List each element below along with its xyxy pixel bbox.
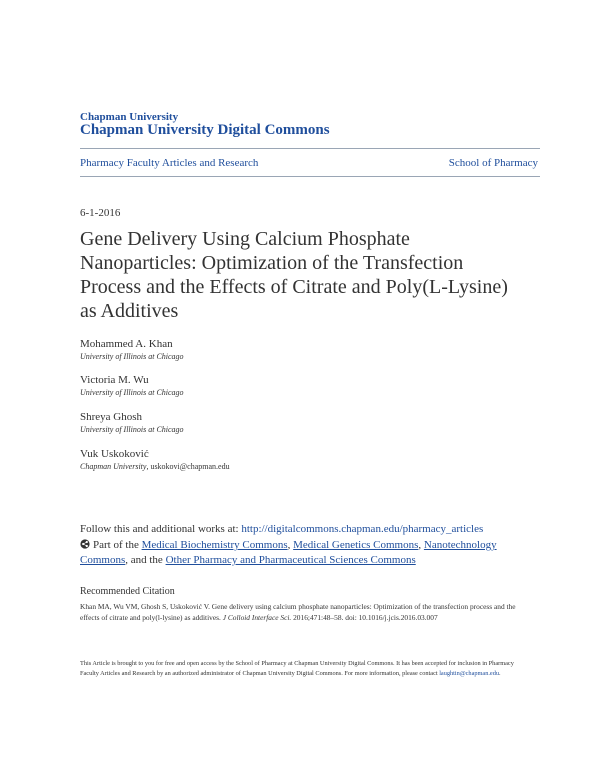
author-affiliation: University of Illinois at Chicago	[80, 425, 184, 434]
citation-body: Khan MA, Wu VM, Ghosh S, Uskoković V. Gene delivery using calcium phosphate nanoparticles: Optimization of the transfection process and the effects of citrate and poly(l-lysine) as additives.	[80, 602, 516, 622]
follow-line	[80, 523, 483, 535]
recommended-citation-heading: Recommended Citation	[80, 586, 175, 597]
commons-link-medical-biochemistry[interactable]: Medical Biochemistry Commons	[141, 539, 288, 551]
author-affiliation: University of Illinois at Chicago	[80, 352, 184, 361]
part-of-line	[80, 538, 520, 568]
separator: ,	[418, 539, 424, 551]
separator-and: , and the	[125, 554, 166, 566]
header-divider	[80, 148, 540, 149]
email-separator: ,	[146, 462, 151, 471]
commons-link-other-pharmacy[interactable]: Other Pharmacy and Pharmaceutical Sciences Commons	[165, 554, 416, 566]
footer-text: This Article is brought to you for free and open access by the School of Pharmacy at Chapman University Digital Commons. It has been accepted for inclusion in Pharmacy Faculty Articles and Research by an authorized administrator of Chapman University Digital Commons. For more information, please contact	[80, 660, 514, 677]
repository-title[interactable]: Chapman University Digital Commons	[80, 122, 330, 138]
author-block	[80, 338, 480, 362]
follow-label: Follow this and additional works at:	[80, 523, 242, 535]
article-title: Gene Delivery Using Calcium Phosphate Nanoparticles: Optimization of the Transfection Process and the Effects of Citrate and Poly(L-Lysine) as Additives	[80, 228, 508, 322]
author-affiliation: Chapman University	[80, 462, 147, 471]
separator: ,	[287, 539, 294, 551]
author-block	[80, 411, 480, 435]
author-block	[80, 448, 480, 472]
citation-tail: 2016;471:48–58. doi: 10.1016/j.jcis.2016.03.007	[291, 613, 438, 622]
publication-date: 6-1-2016	[80, 207, 121, 219]
share-icon	[80, 539, 90, 549]
author-name: Victoria M. Wu	[80, 374, 149, 386]
author-name: Shreya Ghosh	[80, 411, 143, 423]
citation-journal: J Colloid Interface Sci.	[222, 613, 292, 622]
author-affiliation-email	[80, 461, 480, 472]
author-block	[80, 374, 480, 398]
collection-link[interactable]: Pharmacy Faculty Articles and Research	[80, 157, 259, 169]
commons-link-nanotechnology[interactable]: Nanotechnology Commons	[80, 539, 497, 566]
footer-notice	[80, 659, 525, 679]
author-email[interactable]: uskokovi@chapman.edu	[150, 462, 230, 471]
author-name: Vuk Uskoković	[80, 448, 149, 460]
nav-divider	[80, 176, 540, 177]
school-link[interactable]: School of Pharmacy	[448, 157, 538, 169]
institution-name[interactable]: Chapman University	[80, 111, 179, 123]
footer-end: .	[499, 670, 501, 677]
author-name: Mohammed A. Khan	[80, 338, 173, 350]
follow-url-link[interactable]: http://digitalcommons.chapman.edu/pharmacy_articles	[241, 523, 484, 535]
author-affiliation: University of Illinois at Chicago	[80, 388, 184, 397]
contact-email-link[interactable]: laughtin@chapman.edu	[439, 670, 500, 677]
recommended-citation-text	[80, 601, 520, 623]
commons-link-medical-genetics[interactable]: Medical Genetics Commons	[293, 539, 419, 551]
part-of-prefix: Part of the	[93, 539, 142, 551]
